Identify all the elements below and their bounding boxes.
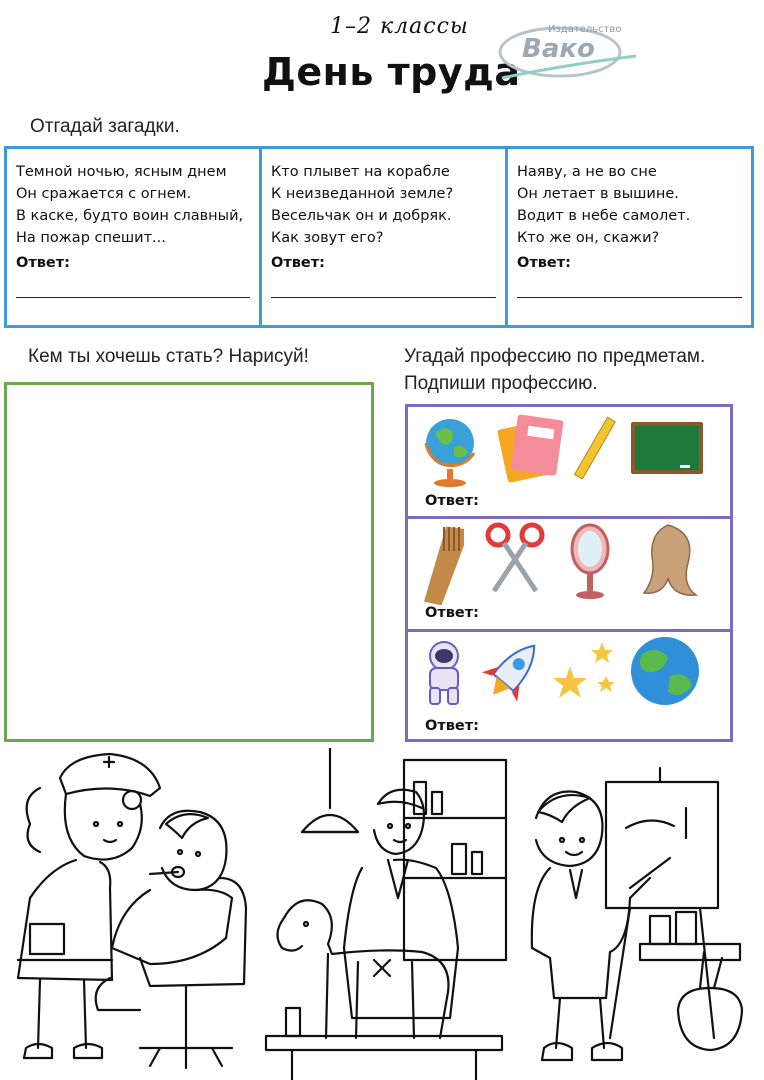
hair-lock-icon	[638, 523, 698, 599]
riddle-text: Темной ночью, ясным днем Он сражается с огнем. В каске, будто воин славный, На пожар спешит...	[16, 164, 244, 246]
profession-row-3	[405, 629, 733, 742]
draw-label: Кем ты хочешь стать? Нарисуй!	[28, 346, 309, 367]
doctor-scene	[0, 748, 262, 1080]
profession-row-2	[405, 516, 733, 632]
grade-label: 1–2 классы	[330, 14, 469, 39]
guess-label-line1: Угадай профессию по предметам.	[404, 346, 706, 367]
mirror-icon	[566, 523, 614, 603]
answer-label: Ответ:	[517, 255, 571, 271]
scissors-icon	[482, 521, 548, 593]
answer-line[interactable]	[517, 297, 742, 298]
answer-label: Ответ:	[271, 255, 325, 271]
planet-icon	[628, 634, 702, 708]
guess-label-line2: Подпиши профессию.	[404, 373, 598, 394]
rocket-icon	[478, 636, 548, 706]
comb-icon	[414, 521, 464, 605]
publisher-logo	[498, 16, 638, 88]
answer-line[interactable]	[271, 297, 496, 298]
riddle-text: Наяву, а не во сне Он летает в вышине. Водит в небе самолет. Кто же он, скажи?	[517, 164, 691, 246]
riddles-label: Отгадай загадки.	[30, 116, 180, 137]
answer-label: Ответ:	[425, 605, 479, 621]
riddle-box-3	[505, 146, 754, 328]
artist-scene	[510, 748, 764, 1080]
answer-label: Ответ:	[425, 493, 479, 509]
notebooks-icon	[496, 411, 568, 485]
stars-icon	[552, 640, 622, 704]
publisher-small-text: Издательство	[548, 24, 622, 35]
astronaut-icon	[416, 638, 472, 708]
publisher-name: Вако	[522, 34, 595, 64]
drawing-area[interactable]	[4, 382, 374, 742]
answer-label: Ответ:	[16, 255, 70, 271]
veterinarian-scene	[262, 748, 510, 1080]
profession-row-1	[405, 404, 733, 519]
riddle-text: Кто плывет на корабле К неизведанной земле? Весельчак он и добряк. Как зовут его?	[271, 164, 454, 246]
page-title: День труда	[262, 50, 521, 94]
riddle-box-1	[4, 146, 262, 328]
answer-label: Ответ:	[425, 718, 479, 734]
globe-icon	[422, 413, 482, 489]
ruler-icon	[573, 415, 619, 479]
chalkboard-icon	[630, 421, 704, 475]
riddle-box-2	[259, 146, 508, 328]
answer-line[interactable]	[16, 297, 250, 298]
